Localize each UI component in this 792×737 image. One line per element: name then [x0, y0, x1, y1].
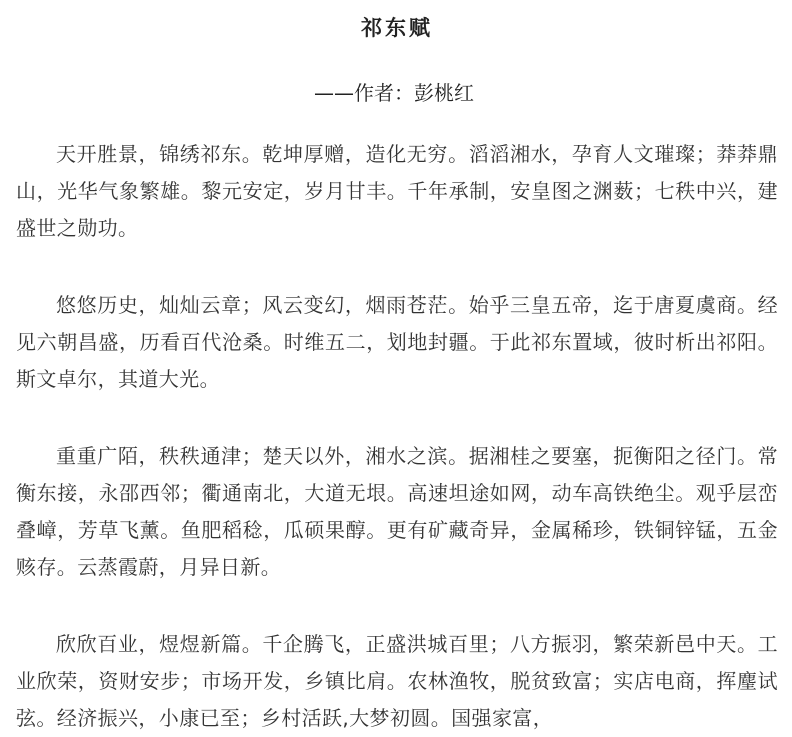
author-line: ——作者：彭桃红 [314, 81, 474, 105]
paragraph-1: 天开胜景，锦绣祁东。乾坤厚赠，造化无穷。滔滔湘水，孕育人文璀璨；莽莽鼎山，光华气象繁雄。黎元安定，岁月甘丰。千年承制，安皇图之渊薮；七秩中兴，建盛世之勋功。 [16, 142, 778, 240]
article-body [16, 136, 778, 737]
article-title: 祁东赋 [361, 16, 433, 40]
paragraph-2: 悠悠历史，灿灿云章；风云变幻，烟雨苍茫。始乎三皇五帝，迄于唐夏虞商。经见六朝昌盛，历看百代沧桑。时维五二，划地封疆。于此祁东置域，彼时析出祁阳。斯文卓尔，其道大光。 [16, 293, 778, 391]
article-page [0, 12, 792, 730]
paragraph-4: 欣欣百业，煜煜新篇。千企腾飞，正盛洪城百里；八方振羽，繁荣新邑中天。工业欣荣，资财安步；市场开发，乡镇比肩。农林渔牧，脱贫致富；实店电商，挥麈试弦。经济振兴，小康已至；乡村活跃,大梦初圆。国强家富， [16, 632, 778, 730]
paragraph-3: 重重广陌，秩秩通津；楚天以外，湘水之滨。据湘桂之要塞，扼衡阳之径门。常衡东接，永邵西邻；衢通南北，大道无垠。高速坦途如网，动车高铁绝尘。观乎层峦叠嶂，芳草飞薰。鱼肥稻稔，瓜硕果醇。更有矿藏奇异，金属稀珍，铁铜锌锰，五金赅存。云蒸霞蔚，月异日新。 [16, 444, 778, 579]
